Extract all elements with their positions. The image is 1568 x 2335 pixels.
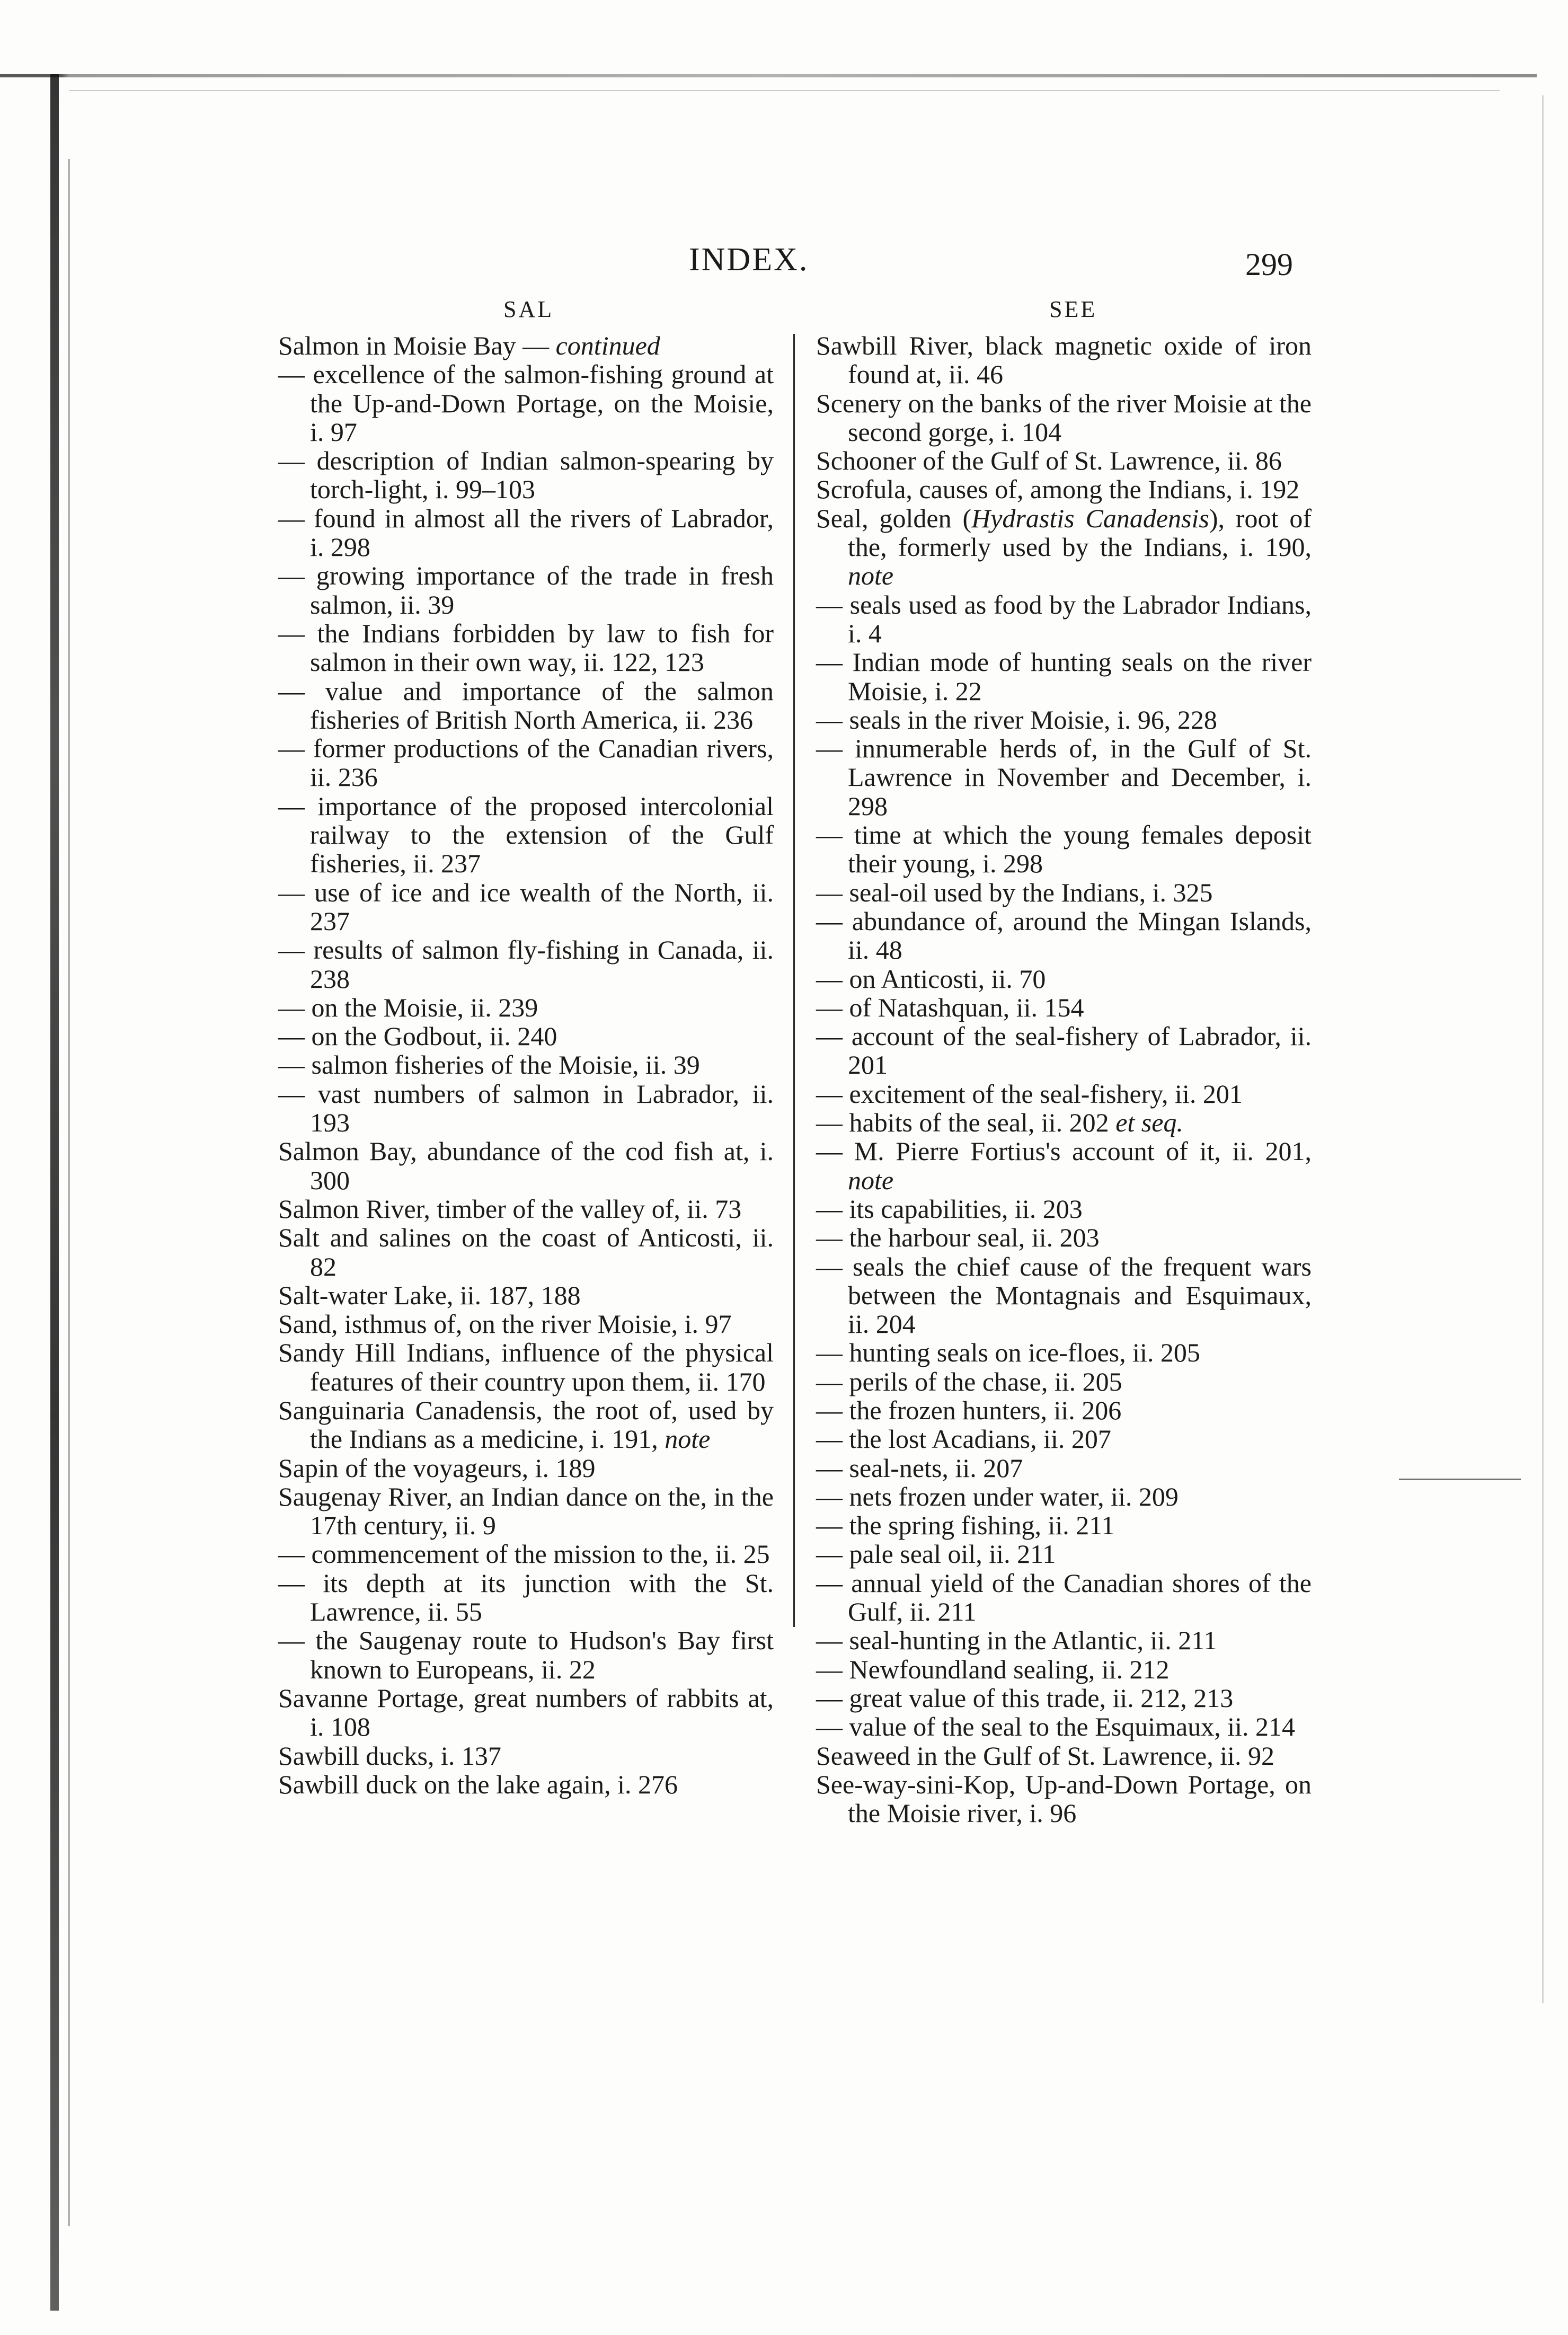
- entry-text: — description of Indian salmon-spearing by torch-light, i. 99–103: [278, 446, 774, 505]
- entry-text: — the frozen hunters, ii. 206: [816, 1395, 1122, 1425]
- index-entry: [278, 878, 774, 936]
- entry-text: — seals used as food by the Labrador Indians, i. 4: [816, 589, 1312, 648]
- entry-italic: Hydrastis Canadensis: [971, 503, 1209, 533]
- entry-text: — its capabilities, ii. 203: [816, 1193, 1083, 1224]
- entry-text: — results of salmon fly-fishing in Canada, ii. 238: [278, 935, 774, 994]
- index-entry: [816, 1770, 1312, 1828]
- entry-text: Salt-water Lake, ii. 187, 188: [278, 1280, 581, 1310]
- index-entry: [278, 1281, 774, 1310]
- index-entry: [278, 792, 774, 878]
- entry-text: — growing importance of the trade in fresh salmon, ii. 39: [278, 561, 774, 620]
- entry-italic: note: [848, 1165, 894, 1195]
- entry-italic: note: [848, 561, 894, 591]
- entry-text: — innumerable herds of, in the Gulf of St. Lawrence in November and December, i. 298: [816, 733, 1312, 821]
- index-entry: [816, 1252, 1312, 1339]
- index-entry: [278, 935, 774, 993]
- catchword-right: SEE: [1049, 296, 1097, 322]
- entry-text: — on Anticosti, ii. 70: [816, 963, 1046, 994]
- catchword-left: SAL: [503, 296, 554, 322]
- entry-text: — importance of the proposed intercolonial railway to the extension of the Gulf fisheries, ii. 237: [278, 791, 774, 879]
- index-entry: [816, 993, 1312, 1022]
- entry-text: — great value of this trade, ii. 212, 213: [816, 1683, 1234, 1713]
- index-entry: [278, 993, 774, 1022]
- scan-top-edge: [0, 74, 1537, 77]
- entry-text: — on the Moisie, ii. 239: [278, 992, 538, 1022]
- index-column-left: [278, 331, 774, 1799]
- entry-text: Salmon in Moisie Bay —: [278, 331, 556, 360]
- entry-text: Scenery on the banks of the river Moisie at the second gorge, i. 104: [816, 388, 1312, 447]
- entry-text: — account of the seal-fishery of Labrador, ii. 201: [816, 1021, 1312, 1080]
- entry-text: — use of ice and ice wealth of the North, ii. 237: [278, 877, 774, 936]
- index-entry: [278, 1338, 774, 1396]
- index-entry: [816, 1108, 1312, 1137]
- index-entry: [816, 1569, 1312, 1626]
- running-head: INDEX.: [689, 242, 809, 278]
- entry-text: Savanne Portage, great numbers of rabbits at, i. 108: [278, 1683, 774, 1742]
- entry-text: — annual yield of the Canadian shores of the Gulf, ii. 211: [816, 1568, 1312, 1627]
- entry-text: — the Saugenay route to Hudson's Bay first known to Europeans, ii. 22: [278, 1625, 774, 1684]
- page-number: 299: [1245, 247, 1293, 282]
- entry-text: — seals in the river Moisie, i. 96, 228: [816, 704, 1217, 735]
- entry-text: Seal, golden (: [816, 503, 972, 533]
- entry-text: — seal-hunting in the Atlantic, ii. 211: [816, 1625, 1217, 1656]
- index-entry: [278, 1626, 774, 1684]
- index-entry: [816, 1425, 1312, 1453]
- index-entry: [816, 820, 1312, 878]
- entry-text: Salmon River, timber of the valley of, ii. 73: [278, 1193, 742, 1224]
- index-entry: [816, 1338, 1312, 1367]
- index-entry: [278, 504, 774, 562]
- index-entry: [816, 1195, 1312, 1223]
- index-entry: [816, 1626, 1312, 1655]
- index-entry: [278, 1454, 774, 1482]
- entry-text: — M. Pierre Fortius's account of it, ii. 201,: [816, 1136, 1312, 1166]
- index-entry: [816, 1684, 1312, 1712]
- index-entry: [278, 1310, 774, 1338]
- index-entry: [278, 1684, 774, 1741]
- index-entry: [278, 1050, 774, 1079]
- entry-italic: continued: [555, 331, 660, 360]
- index-entry: [816, 1022, 1312, 1080]
- index-entry: [816, 475, 1312, 503]
- index-entry: [278, 1770, 774, 1799]
- index-entry: [278, 1741, 774, 1770]
- entry-text: — hunting seals on ice-floes, ii. 205: [816, 1338, 1200, 1368]
- scan-right-edge: [1542, 95, 1544, 2003]
- index-entry: [816, 1741, 1312, 1770]
- index-column-right: [816, 331, 1312, 1827]
- entry-text: Saugenay River, an Indian dance on the, in the 17th century, ii. 9: [278, 1481, 774, 1541]
- entry-text: — seal-oil used by the Indians, i. 325: [816, 877, 1213, 907]
- index-entry: [816, 1223, 1312, 1252]
- index-entry: [816, 1367, 1312, 1396]
- scan-binding-edge: [50, 74, 59, 2311]
- entry-text: Salt and salines on the coast of Anticosti, ii. 82: [278, 1223, 774, 1281]
- scan-binding-shadow: [68, 159, 70, 2226]
- entry-text: — the spring fishing, ii. 211: [816, 1510, 1115, 1541]
- index-entry: [816, 1482, 1312, 1511]
- index-entry: [278, 1022, 774, 1050]
- entry-text: — habits of the seal, ii. 202: [816, 1108, 1116, 1138]
- index-entry: [816, 1540, 1312, 1568]
- entry-text: Sawbill duck on the lake again, i. 276: [278, 1769, 678, 1799]
- entry-text: — abundance of, around the Mingan Islands, ii. 48: [816, 906, 1312, 965]
- entry-text: — pale seal oil, ii. 211: [816, 1539, 1056, 1569]
- entry-text-cont: ), root of the, formerly used by the Indians, i. 190,: [848, 503, 1312, 562]
- index-entry: [278, 1223, 774, 1281]
- entry-text: — value and importance of the salmon fisheries of British North America, ii. 236: [278, 676, 774, 735]
- entry-text: — seal-nets, ii. 207: [816, 1453, 1023, 1483]
- index-entry: [816, 1396, 1312, 1425]
- index-entry: [816, 705, 1312, 734]
- entry-text: — salmon fisheries of the Moisie, ii. 39: [278, 1050, 700, 1080]
- entry-text: Sanguinaria Canadensis, the root of, used by the Indians as a medicine, i. 191,: [278, 1395, 774, 1454]
- entry-text: Seaweed in the Gulf of St. Lawrence, ii. 92: [816, 1740, 1275, 1771]
- entry-text: — the lost Acadians, ii. 207: [816, 1424, 1111, 1454]
- index-entry: [278, 1137, 774, 1195]
- index-entry: [816, 446, 1312, 475]
- entry-text: — Indian mode of hunting seals on the river Moisie, i. 22: [816, 647, 1312, 706]
- index-entry: [816, 331, 1312, 389]
- index-entry: [278, 734, 774, 792]
- scan-top-line: [69, 90, 1500, 91]
- entry-text: — commencement of the mission to the, ii. 25: [278, 1539, 770, 1569]
- entry-text: — found in almost all the rivers of Labrador, i. 298: [278, 503, 774, 562]
- entry-italic: note: [665, 1424, 711, 1454]
- index-entry: [278, 1396, 774, 1454]
- entry-text: Schooner of the Gulf of St. Lawrence, ii. 86: [816, 446, 1282, 476]
- index-entry: [816, 1080, 1312, 1108]
- index-entry: [816, 1655, 1312, 1684]
- entry-text: Sapin of the voyageurs, i. 189: [278, 1453, 596, 1483]
- index-entry: [278, 561, 774, 619]
- column-divider: [793, 334, 795, 1627]
- entry-italic: et seq.: [1115, 1108, 1183, 1138]
- index-entry: [816, 734, 1312, 820]
- index-entry: [816, 590, 1312, 648]
- entry-text: — vast numbers of salmon in Labrador, ii. 193: [278, 1078, 774, 1138]
- entry-text: Sandy Hill Indians, influence of the physical features of their country upon them, ii. 170: [278, 1338, 774, 1396]
- entry-text: — time at which the young females deposit their young, i. 298: [816, 820, 1312, 879]
- entry-text: Salmon Bay, abundance of the cod fish at, i. 300: [278, 1136, 774, 1195]
- index-entry: [278, 677, 774, 735]
- entry-text: Sawbill ducks, i. 137: [278, 1740, 501, 1771]
- index-entry: [278, 1569, 774, 1626]
- entry-text: — perils of the chase, ii. 205: [816, 1366, 1122, 1396]
- index-entry: [816, 504, 1312, 590]
- entry-text: See-way-sini-Kop, Up-and-Down Portage, on the Moisie river, i. 96: [816, 1769, 1312, 1828]
- index-entry: [816, 1454, 1312, 1482]
- index-entry: [278, 1195, 774, 1223]
- entry-text: — excellence of the salmon-fishing ground at the Up-and-Down Portage, on the Moisie, i. 97: [278, 359, 774, 447]
- entry-text: — nets frozen under water, ii. 209: [816, 1481, 1179, 1511]
- entry-text: — excitement of the seal-fishery, ii. 201: [816, 1078, 1243, 1109]
- index-entry: [816, 907, 1312, 965]
- index-entry: [816, 1511, 1312, 1540]
- index-entry: [278, 1080, 774, 1137]
- index-entry: [816, 1137, 1312, 1195]
- index-entry: [278, 1482, 774, 1540]
- entry-text: — former productions of the Canadian rivers, ii. 236: [278, 733, 774, 792]
- index-entry: [278, 360, 774, 446]
- entry-text: — seals the chief cause of the frequent wars between the Montagnais and Esquimaux, ii. 204: [816, 1251, 1312, 1339]
- entry-text: — of Natashquan, ii. 154: [816, 992, 1084, 1022]
- index-entry: [278, 446, 774, 504]
- index-entry: [816, 965, 1312, 993]
- entry-text: — on the Godbout, ii. 240: [278, 1021, 557, 1051]
- index-entry: [816, 1712, 1312, 1741]
- scan-stray-mark: [1399, 1479, 1521, 1480]
- entry-text: — value of the seal to the Esquimaux, ii. 214: [816, 1712, 1295, 1742]
- entry-text: — its depth at its junction with the St. Lawrence, ii. 55: [278, 1568, 774, 1627]
- entry-text: Scrofula, causes of, among the Indians, i. 192: [816, 474, 1300, 505]
- index-entry: [816, 878, 1312, 907]
- entry-text: Sand, isthmus of, on the river Moisie, i. 97: [278, 1309, 732, 1339]
- entry-text: — Newfoundland sealing, ii. 212: [816, 1654, 1170, 1684]
- entry-text: Sawbill River, black magnetic oxide of iron found at, ii. 46: [816, 331, 1312, 390]
- index-entry: [816, 389, 1312, 447]
- entry-text: — the harbour seal, ii. 203: [816, 1223, 1100, 1253]
- index-entry: [278, 1540, 774, 1568]
- index-entry: [278, 331, 774, 360]
- index-entry: [816, 648, 1312, 705]
- entry-text: — the Indians forbidden by law to fish for salmon in their own way, ii. 122, 123: [278, 618, 774, 677]
- index-entry: [278, 619, 774, 677]
